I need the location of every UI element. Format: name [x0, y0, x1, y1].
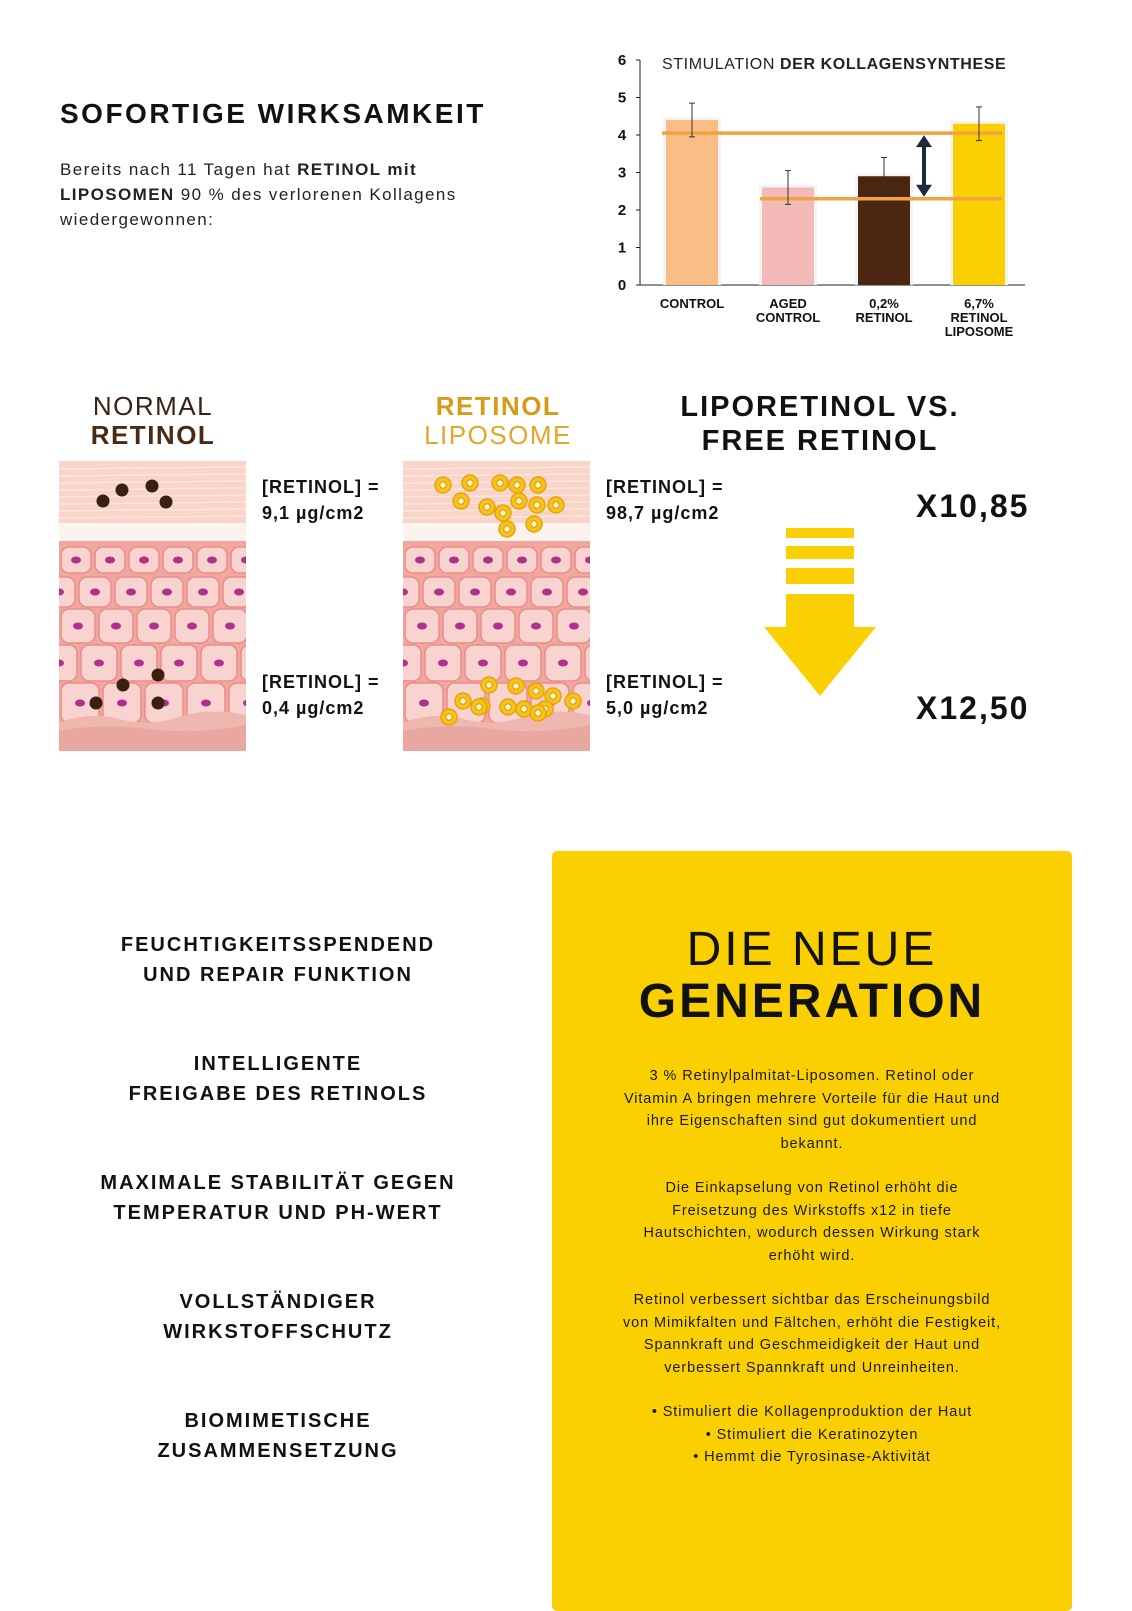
cell-nucleus: [478, 660, 488, 667]
liposome-core: [570, 698, 576, 704]
cell-nucleus: [417, 623, 427, 630]
liposome-core: [440, 482, 446, 488]
cell-nucleus: [201, 700, 211, 707]
liposome-top-label: [RETINOL] =: [606, 477, 724, 497]
x-category-label: [756, 296, 820, 325]
new-generation-title: [552, 925, 1072, 1029]
cell-nucleus: [569, 623, 579, 630]
feature-list: [60, 930, 496, 1525]
liposome-core: [504, 526, 510, 532]
x-category-label: [945, 296, 1014, 339]
chart-title-regular: STIMULATION: [662, 56, 781, 73]
gen-bullet: • Hemmt die Tyrosinase-Aktivität: [622, 1446, 1002, 1469]
cell-nucleus: [117, 700, 127, 707]
liposome-core: [533, 688, 539, 694]
arrow-down-icon: [916, 185, 932, 197]
gen-paragraph-3: Retinol verbessert sichtbar das Erscheinungsbild von Mimikfalten und Fältchen, erhöht die Festigkeit, Spannkraft und Geschmeidigkeit der Haut und verbessert Spannkraft und Unreinheiten.: [622, 1292, 1002, 1376]
x-category-label-line: AGED: [769, 296, 807, 311]
skin-cross-section-liposome-illustration: [403, 461, 590, 751]
retinol-molecule: [146, 480, 159, 493]
cell-nucleus: [111, 623, 121, 630]
liposome-core: [534, 502, 540, 508]
skin-cross-section-normal-illustration: [59, 461, 246, 751]
collagen-chart: [600, 40, 1040, 350]
intro-heading: SOFORTIGE WIRKSAMKEIT: [60, 98, 486, 129]
retinol-molecule: [97, 495, 110, 508]
cell-nucleus: [225, 623, 235, 630]
cell-nucleus: [455, 623, 465, 630]
retinol-molecule: [152, 697, 165, 710]
feature-item: INTELLIGENTE FREIGABE DES RETINOLS: [128, 1053, 428, 1105]
cell-nucleus: [187, 623, 197, 630]
cell-nucleus: [139, 557, 149, 564]
feature-item: MAXIMALE STABILITÄT GEGEN TEMPERATUR UND PH-WERT: [100, 1172, 456, 1224]
cell-nucleus: [94, 660, 104, 667]
new-generation-panel: [552, 851, 1072, 1611]
gen-title-line2: GENERATION: [638, 975, 986, 1028]
skin-gap: [403, 523, 590, 541]
retinol-molecule: [90, 697, 103, 710]
liposome-top-concentration: [606, 474, 724, 526]
cell-nucleus: [149, 623, 159, 630]
retinol-molecule: [152, 669, 165, 682]
retinol-molecule: [160, 496, 173, 509]
cell-nucleus: [449, 557, 459, 564]
liposome-core: [513, 683, 519, 689]
vs-title-line2: FREE RETINOL: [701, 425, 939, 457]
gen-paragraph-2: Die Einkapselung von Retinol erhöht die Freisetzung des Wirkstoffs x12 in tiefe Hautschichten, wodurch dessen Wirkung stark erhöht wird.: [643, 1180, 981, 1264]
x-category-label-line: 6,7%: [964, 296, 994, 311]
feature-item: VOLLSTÄNDIGER WIRKSTOFFSCHUTZ: [163, 1291, 393, 1343]
arrow-up-icon: [916, 135, 932, 147]
normal-top-label: [RETINOL] =: [262, 477, 380, 497]
normal-bottom-concentration: [262, 669, 380, 721]
gen-bullet: • Stimuliert die Keratinozyten: [622, 1424, 1002, 1447]
gen-paragraph-1: 3 % Retinylpalmitat-Liposomen. Retinol oder Vitamin A bringen mehrere Vorteile für die Haut und ihre Eigenschaften sind gut dokumentiert und bekannt.: [623, 1068, 1001, 1152]
retinol-molecule: [117, 679, 130, 692]
x-category-label-line: RETINOL: [950, 310, 1008, 325]
feature-item: BIOMIMETISCHE ZUSAMMENSETZUNG: [157, 1410, 399, 1462]
cell-nucleus: [207, 557, 217, 564]
x-category-label-line: LIPOSOME: [944, 324, 1014, 339]
liposome-core: [535, 482, 541, 488]
cell-nucleus: [73, 623, 83, 630]
normal-retinol-title: [60, 392, 246, 450]
cell-nucleus: [75, 700, 85, 707]
intro-text-bold: RETINOL mit LIPOSOMEN: [60, 160, 418, 204]
x-category-label-line: CONTROL: [755, 310, 821, 325]
cell-nucleus: [470, 589, 480, 596]
liposome-core: [500, 510, 506, 516]
cell-nucleus: [551, 557, 561, 564]
liposome-core: [505, 704, 511, 710]
multiplier-bottom: X12,50: [916, 690, 1030, 726]
intro-text-part2: 90 % des verlorenen Kollagens wiedergewonnen:: [60, 185, 457, 229]
normal-bottom-value: 0,4 µg/cm2: [262, 698, 365, 718]
liposome-core: [535, 710, 541, 716]
retinol-molecule: [116, 484, 129, 497]
x-category-label-line: CONTROL: [659, 296, 725, 311]
cell-nucleus: [173, 557, 183, 564]
liposome-core: [458, 498, 464, 504]
liposome-core: [476, 704, 482, 710]
chart-title-bold: DER KOLLAGENSYNTHESE: [780, 56, 1007, 73]
gen-bullet: • Stimuliert die Kollagenproduktion der Haut: [622, 1401, 1002, 1424]
intro-text: [60, 157, 520, 232]
liposome-core: [446, 714, 452, 720]
bar: [666, 120, 718, 285]
cell-nucleus: [214, 660, 224, 667]
liposome-core: [531, 521, 537, 527]
x-category-label-line: RETINOL: [855, 310, 913, 325]
liporetinol-vs-free-retinol-title: [660, 390, 980, 458]
cell-nucleus: [531, 623, 541, 630]
multiplier-top: X10,85: [916, 488, 1030, 524]
cell-nucleus: [415, 557, 425, 564]
liposome-core: [460, 698, 466, 704]
cell-nucleus: [162, 589, 172, 596]
liposome-bottom-concentration: [606, 669, 724, 721]
skin-gap: [59, 523, 246, 541]
normal-top-value: 9,1 µg/cm2: [262, 503, 365, 523]
skin-cell: [241, 645, 246, 681]
y-tick-label: 5: [617, 89, 627, 107]
gen-benefit-list: [622, 1401, 1002, 1469]
cell-nucleus: [517, 557, 527, 564]
intro-text-part1: Bereits nach 11 Tagen hat: [60, 160, 298, 179]
liposome-core: [553, 502, 559, 508]
liposome-core: [550, 693, 556, 699]
cell-nucleus: [198, 589, 208, 596]
gen-title-line1: DIE NEUE: [686, 923, 938, 976]
x-category-label: [855, 296, 912, 325]
x-category-label: [660, 296, 724, 311]
y-tick-label: 1: [617, 239, 627, 257]
cell-nucleus: [134, 660, 144, 667]
y-tick-label: 2: [617, 202, 627, 219]
cell-nucleus: [493, 623, 503, 630]
bar: [953, 124, 1005, 285]
y-tick-label: 3: [617, 164, 627, 182]
cell-nucleus: [419, 700, 429, 707]
cell-nucleus: [506, 589, 516, 596]
liposome-bottom-value: 5,0 µg/cm2: [606, 698, 709, 718]
normal-bottom-label: [RETINOL] =: [262, 672, 380, 692]
liposome-core: [514, 482, 520, 488]
feature-item: FEUCHTIGKEITSSPENDEND UND REPAIR FUNKTION: [120, 934, 436, 986]
y-tick-label: 4: [617, 127, 627, 144]
normal-title-line1: NORMAL: [92, 391, 214, 421]
cell-nucleus: [434, 589, 444, 596]
cell-nucleus: [558, 660, 568, 667]
liposome-core: [516, 498, 522, 504]
skin-cell: [585, 645, 590, 681]
normal-title-line2: RETINOL: [90, 420, 216, 450]
liposome-title-line1: RETINOL: [435, 391, 561, 421]
liposome-core: [486, 682, 492, 688]
cell-nucleus: [438, 660, 448, 667]
liposome-bottom-label: [RETINOL] =: [606, 672, 724, 692]
vs-title-line1: LIPORETINOL VS.: [680, 391, 960, 423]
y-tick-label: 0: [617, 277, 627, 294]
liposome-core: [521, 706, 527, 712]
y-tick-label: 6: [617, 52, 627, 69]
retinol-liposome-title: [404, 392, 592, 450]
cell-nucleus: [578, 589, 588, 596]
cell-nucleus: [105, 557, 115, 564]
liposome-title-line2: LIPOSOME: [424, 420, 572, 450]
liposome-core: [497, 480, 503, 486]
cell-nucleus: [90, 589, 100, 596]
chart-title: [662, 56, 1006, 73]
cell-nucleus: [518, 660, 528, 667]
liposome-core: [484, 504, 490, 510]
new-generation-body: [622, 1065, 1002, 1469]
normal-top-concentration: [262, 474, 380, 526]
cell-nucleus: [71, 557, 81, 564]
cell-nucleus: [542, 589, 552, 596]
down-arrow-icon: [764, 526, 876, 698]
cell-nucleus: [234, 589, 244, 596]
x-category-label-line: 0,2%: [869, 296, 899, 311]
liposome-top-value: 98,7 µg/cm2: [606, 503, 720, 523]
cell-nucleus: [126, 589, 136, 596]
liposome-core: [467, 480, 473, 486]
cell-nucleus: [174, 660, 184, 667]
cell-nucleus: [483, 557, 493, 564]
